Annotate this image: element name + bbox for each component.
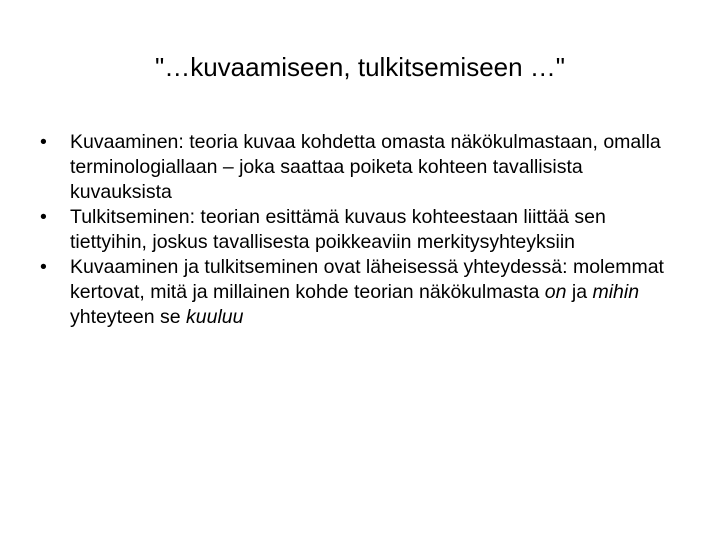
bullet-text-part: ja (566, 281, 593, 303)
bullet-icon: • (40, 206, 47, 228)
emphasis-mihin: mihin (592, 281, 640, 303)
emphasis-kuuluu: kuuluu (186, 306, 244, 328)
bullet-text-part: yhteyteen se (70, 306, 186, 328)
bullet-text-part: Kuvaaminen ja tulkitseminen ovat läheisessä yhteydessä: molemmat kertovat, mitä ja millainen kohde teorian näkökulmasta (70, 256, 664, 303)
bullet-icon: • (40, 131, 47, 153)
bullet-list (38, 130, 688, 330)
bullet-item-kuvaaminen (38, 130, 688, 205)
bullet-icon: • (40, 256, 47, 278)
emphasis-on: on (544, 281, 567, 303)
bullet-text: Kuvaaminen: teoria kuvaa kohdetta omasta näkökulmastaan, omalla terminologiallaan – joka saattaa poiketa kohteen tavallisista kuvauksista (70, 131, 661, 203)
bullet-item-yhteys (38, 255, 688, 330)
bullet-text: Tulkitseminen: teorian esittämä kuvaus kohteestaan liittää sen tiettyihin, joskus tavallisesta poikkeaviin merkitysyhteyksiin (70, 206, 606, 253)
bullet-item-tulkitseminen (38, 205, 688, 255)
slide-title: "…kuvaamiseen, tulkitsemiseen …" (154, 52, 566, 82)
bullet-text (70, 256, 664, 328)
